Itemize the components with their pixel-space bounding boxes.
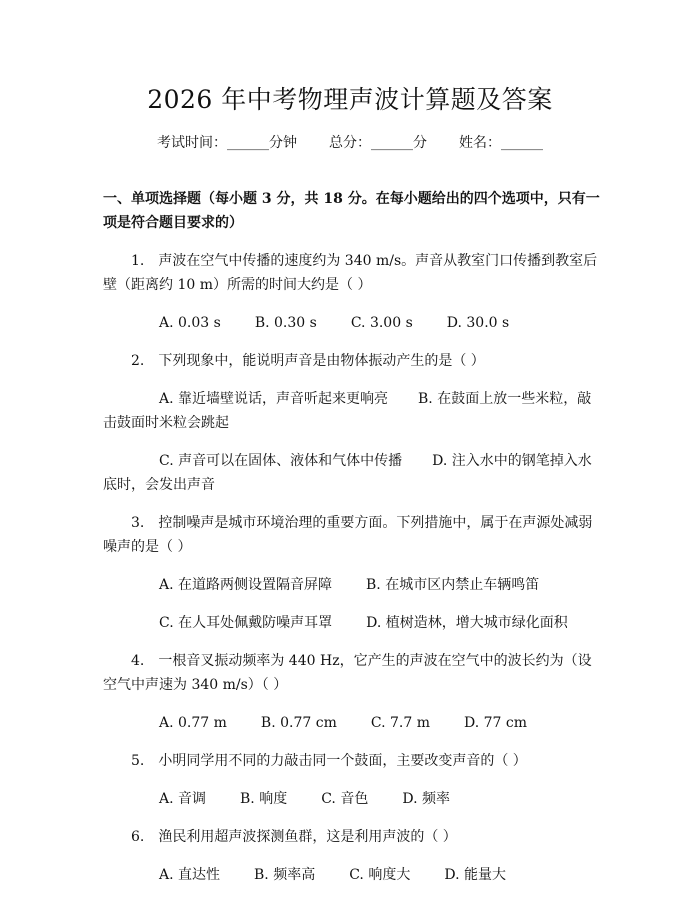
question-6-option-c: C. 响度大 [349,867,411,883]
question-3-option-d: D. 植树造林，增大城市绿化面积 [366,615,568,631]
question-6-option-b: B. 频率高 [254,867,316,883]
student-name-field: 姓名：______ [459,135,543,151]
question-6-option-d: D. 能量大 [444,867,506,883]
question-6-option-a: A. 直达性 [159,867,221,883]
question-1-option-d: D. 30.0 s [446,315,510,331]
question-5-stem: 5. 小明同学用不同的力敲击同一个鼓面，主要改变声音的（ ） [131,753,527,769]
question-2-options-ab [103,387,600,435]
total-score-field: 总分：______分 [329,135,427,151]
section-header: 一、单项选择题（每小题 3 分，共 18 分。在每小题给出的四个选项中，只有一项是符合题目要求的） [103,191,600,231]
question-4-option-c: C. 7.7 m [370,715,430,731]
exam-content [103,187,600,887]
question-3-option-a: A. 在道路两侧设置隔音屏障 [159,577,333,593]
question-3-options-ab [103,573,600,597]
question-4-options [103,711,600,735]
question-1-stem: 1. 声波在空气中传播的速度约为 340 m/s。声音从教室门口传播到教室后壁（距离约 10 m）所需的时间大约是（ ） [103,253,598,293]
question-3-stem: 3. 控制噪声是城市环境治理的重要方面。下列措施中，属于在声源处减弱噪声的是（ ） [103,515,593,555]
question-5-options [103,787,600,811]
question-6-options [103,863,600,887]
question-6-stem: 6. 渔民利用超声波探测鱼群，这是利用声波的（ ） [131,829,457,845]
question-1-option-c: C. 3.00 s [350,315,413,331]
question-3-options-cd [103,611,600,635]
question-4-option-a: A. 0.77 m [159,715,227,731]
question-2-option-b: B. 在鼓面上放一些米粒，敲击鼓面时米粒会跳起 [103,391,592,431]
question-5-option-c: C. 音色 [321,791,369,807]
question-1-options [103,311,600,335]
exam-time-field: 考试时间：______分钟 [157,135,297,151]
question-2-options-cd [103,449,600,497]
question-3-option-c: C. 在人耳处佩戴防噪声耳罩 [159,615,333,631]
question-2-stem: 2. 下列现象中，能说明声音是由物体振动产生的是（ ） [131,353,485,369]
question-1-option-b: B. 0.30 s [254,315,317,331]
question-2-option-a: A. 靠近墙壁说话，声音听起来更响亮 [159,391,389,407]
question-2-option-c: C. 声音可以在固体、液体和气体中传播 [159,453,403,469]
question-4-option-b: B. 0.77 cm [260,715,337,731]
question-3-option-b: B. 在城市区内禁止车辆鸣笛 [366,577,540,593]
exam-info-line [0,132,700,152]
question-5-option-d: D. 频率 [402,791,450,807]
question-5-option-b: B. 响度 [240,791,288,807]
question-1-option-a: A. 0.03 s [159,315,221,331]
question-2-option-d: D. 注入水中的钢笔掉入水底时，会发出声音 [103,453,592,493]
page-title: 2026 年中考物理声波计算题及答案 [147,85,553,114]
question-4-option-d: D. 77 cm [463,715,527,731]
question-5-option-a: A. 音调 [159,791,207,807]
question-4-stem: 4. 一根音叉振动频率为 440 Hz，它产生的声波在空气中的波长约为（设空气中声速为 340 m/s）（ ） [103,653,592,693]
